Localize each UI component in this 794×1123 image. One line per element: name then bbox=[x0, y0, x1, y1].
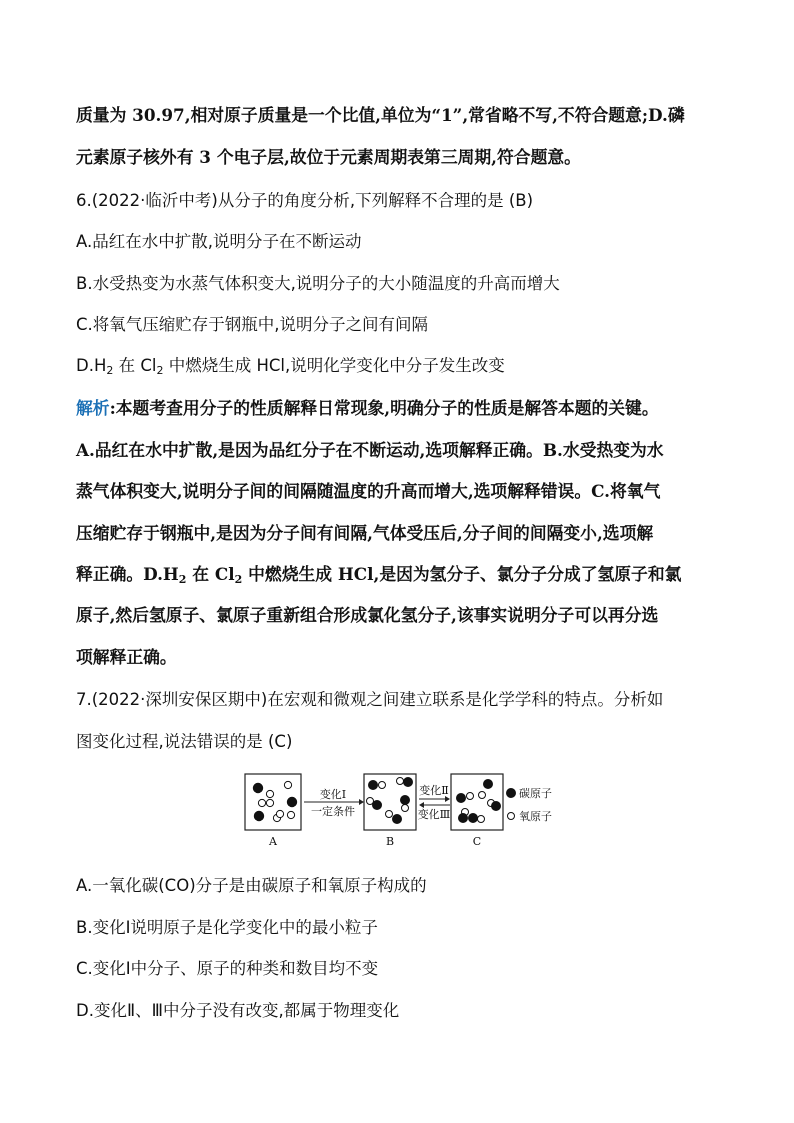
carbon-atom bbox=[287, 797, 297, 807]
legend-oxygen-icon bbox=[508, 813, 515, 820]
box-b-label: B bbox=[385, 835, 395, 848]
q6-analysis-line-3: 蒸气体积变大,说明分子间的间隔随温度的升高而增大,选项解释错误。C.将氧气 bbox=[76, 481, 661, 501]
carbon-atom bbox=[458, 813, 468, 823]
analysis-label: 解析 bbox=[76, 398, 110, 418]
legend-carbon-label: 碳原子 bbox=[519, 787, 552, 800]
q6-analysis-line-1 bbox=[76, 396, 726, 420]
carbon-atom bbox=[368, 780, 378, 790]
legend-oxygen-label: 氧原子 bbox=[519, 810, 552, 823]
oxygen-atom bbox=[386, 811, 393, 818]
q6-analysis-line-2: A.品红在水中扩散,是因为品红分子在不断运动,选项解释正确。B.水受热变为水 bbox=[76, 440, 664, 460]
q6-analysis-5-sub-1: 2 bbox=[178, 573, 187, 586]
q6-analysis-text-1: :本题考查用分子的性质解释日常现象,明确分子的性质是解答本题的关键。 bbox=[109, 398, 659, 418]
carbon-atom bbox=[372, 800, 382, 810]
carbon-atom bbox=[483, 779, 493, 789]
oxygen-atom bbox=[402, 805, 409, 812]
oxygen-atom bbox=[479, 792, 486, 799]
q6-option-d-sub-2: 2 bbox=[156, 364, 164, 377]
q6-analysis-5-text-1: 释正确。D.H bbox=[76, 564, 179, 584]
q6-analysis-line-6: 原子,然后氢原子、氯原子重新组合形成氯化氢分子,该事实说明分子可以再分选 bbox=[76, 605, 659, 625]
change-3-label: 变化Ⅲ bbox=[417, 808, 451, 821]
oxygen-atom bbox=[284, 781, 291, 788]
q7-option-d: D.变化Ⅱ、Ⅲ中分子没有改变,都属于物理变化 bbox=[76, 1001, 400, 1020]
q7-stem-line-1: 7.(2022·深圳安保区期中)在宏观和微观之间建立联系是化学学科的特点。分析如 bbox=[76, 690, 664, 709]
q7-option-a: A.一氧化碳(CO)分子是由碳原子和氧原子构成的 bbox=[76, 876, 427, 895]
q6-option-b: B.水受热变为水蒸气体积变大,说明分子的大小随温度的升高而增大 bbox=[76, 274, 560, 293]
change-1-label: 变化Ⅰ bbox=[319, 788, 347, 801]
carbon-atom bbox=[254, 811, 264, 821]
oxygen-atom bbox=[266, 790, 273, 797]
q6-option-d-text-1: D.H bbox=[76, 356, 107, 375]
oxygen-atom bbox=[276, 810, 283, 817]
q6-analysis-5-sub-2: 2 bbox=[234, 573, 243, 586]
carbon-atom bbox=[400, 795, 410, 805]
q6-stem: 6.(2022·临沂中考)从分子的角度分析,下列解释不合理的是 (B) bbox=[76, 191, 534, 210]
q6-option-a: A.品红在水中扩散,说明分子在不断运动 bbox=[76, 232, 362, 251]
box-c-label: C bbox=[472, 835, 482, 848]
oxygen-atom bbox=[287, 811, 294, 818]
carbon-atom bbox=[403, 777, 413, 787]
condition-label: 一定条件 bbox=[311, 805, 355, 818]
carbon-atom bbox=[491, 801, 501, 811]
oxygen-atom bbox=[467, 793, 474, 800]
arrow-head-icon bbox=[359, 799, 364, 805]
carbon-atom bbox=[392, 814, 402, 824]
q7-option-b: B.变化Ⅰ说明原子是化学变化中的最小粒子 bbox=[76, 918, 378, 937]
q6-analysis-line-7: 项解释正确。 bbox=[76, 647, 177, 667]
carbon-atom bbox=[468, 813, 478, 823]
carbon-atom bbox=[253, 783, 263, 793]
oxygen-atom bbox=[379, 782, 386, 789]
q7-option-c: C.变化Ⅰ中分子、原子的种类和数目均不变 bbox=[76, 959, 379, 978]
q6-option-c: C.将氧气压缩贮存于钢瓶中,说明分子之间有间隔 bbox=[76, 315, 429, 334]
q6-analysis-line-5 bbox=[76, 562, 726, 586]
q6-analysis-5-text-2: 在 Cl bbox=[186, 564, 235, 584]
q6-option-d-text-2: 在 Cl bbox=[113, 356, 157, 375]
q6-analysis-5-text-3: 中燃烧生成 HCl,是因为氢分子、氯分子分成了氢原子和氯 bbox=[242, 564, 682, 584]
q6-option-d-sub-1: 2 bbox=[106, 364, 114, 377]
oxygen-atom bbox=[258, 799, 265, 806]
oxygen-atom bbox=[266, 799, 273, 806]
q6-option-d-text-3: 中燃烧生成 HCl,说明化学变化中分子发生改变 bbox=[163, 356, 505, 375]
molecule-change-figure bbox=[243, 772, 573, 850]
prev-answer-line-2: 元素原子核外有 3 个电子层,故位于元素周期表第三周期,符合题意。 bbox=[76, 147, 581, 167]
q6-analysis-line-4: 压缩贮存于钢瓶中,是因为分子间有间隔,气体受压后,分子间的间隔变小,选项解 bbox=[76, 523, 654, 543]
box-a-label: A bbox=[269, 835, 277, 848]
prev-answer-line-1: 质量为 30.97,相对原子质量是一个比值,单位为“1”,常省略不写,不符合题意;D.磷 bbox=[76, 105, 685, 125]
oxygen-atom bbox=[397, 778, 404, 785]
carbon-atom bbox=[456, 793, 466, 803]
q7-stem-line-2: 图变化过程,说法错误的是 (C) bbox=[76, 732, 293, 751]
legend-carbon-icon bbox=[506, 788, 516, 798]
q6-option-d bbox=[76, 354, 726, 378]
change-2-label: 变化Ⅱ bbox=[419, 784, 449, 797]
oxygen-atom bbox=[478, 816, 485, 823]
